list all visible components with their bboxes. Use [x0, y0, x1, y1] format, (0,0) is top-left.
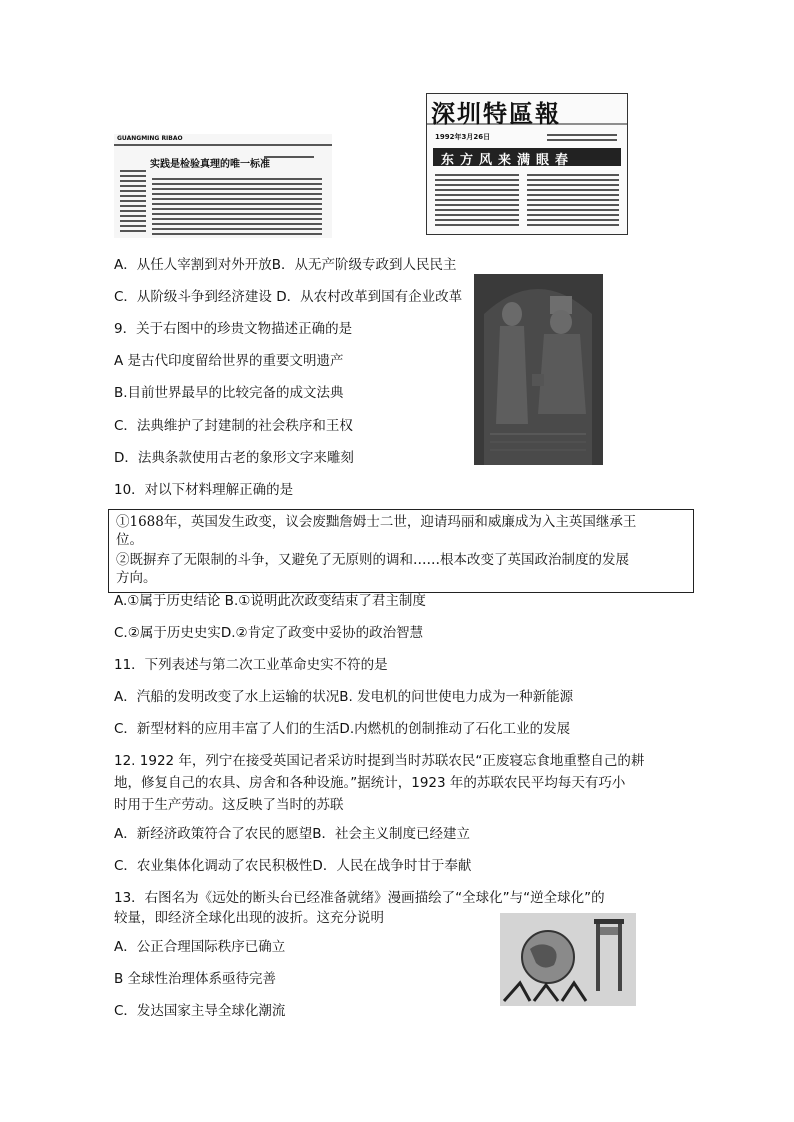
newspaper-graphic — [114, 134, 332, 238]
material-1-line-1: ①1688年，英国发生政变，议会废黜詹姆士二世，迎请玛丽和威廉成为入主英国继承王 — [116, 514, 637, 530]
q9-option-b: B.目前世界最早的比较完备的成文法典 — [114, 385, 344, 401]
q13-option-a: A．公正合理国际秩序已确立 — [114, 939, 286, 955]
q11-options-ab: A．汽船的发明改变了水上运输的状况B. 发电机的问世使电力成为一种新能源 — [114, 689, 574, 705]
q12-options-ab: A．新经济政策符合了农民的愿望B．社会主义制度已经建立 — [114, 826, 470, 842]
newspaper-headline: 东方风来满眼春 — [441, 153, 575, 168]
newspaper-headline: 实践是检验真理的唯一标准 — [150, 159, 270, 170]
q10-stem: 10．对以下材料理解正确的是 — [114, 482, 294, 498]
newspaper-image-guangming — [114, 134, 332, 238]
q11-options-cd: C．新型材料的应用丰富了人们的生活D.内燃机的创制推动了石化工业的发展 — [114, 721, 571, 737]
q9-option-d: D．法典条款使用古老的象形文字来雕刻 — [114, 450, 354, 466]
q10-material-box — [108, 509, 694, 593]
q10-options-ab: A.①属于历史结论 B.①说明此次政变结束了君主制度 — [114, 593, 426, 609]
q12-stem-line-1: 12. 1922 年，列宁在接受英国记者采访时提到当时苏联农民“正废寝忘食地重整自己的耕 — [114, 753, 645, 769]
q8-options-cd: C．从阶级斗争到经济建设 D．从农村改革到国有企业改革 — [114, 289, 463, 305]
q9-option-a: A 是古代印度留给世界的重要文明遗产 — [114, 353, 344, 369]
q13-option-b: B 全球性治理体系亟待完善 — [114, 971, 277, 987]
material-1-line-2: 位。 — [116, 532, 143, 548]
newspaper-date: 1992年3月26日 — [435, 133, 491, 141]
newspaper-masthead: 深圳特區報 — [431, 99, 561, 128]
material-2-line-2: 方向。 — [116, 570, 157, 586]
q8-options-ab: A．从任人宰割到对外开放B．从无产阶级专政到人民民主 — [114, 257, 457, 273]
q12-stem-line-2: 地，修复自己的农具、房舍和各种设施。”据统计，1923 年的苏联农民平均每天有巧小 — [114, 775, 626, 791]
q10-options-cd: C.②属于历史史实D.②肯定了政变中妥协的政治智慧 — [114, 625, 424, 641]
cartoon-graphic — [500, 913, 636, 1006]
q11-stem: 11．下列表述与第二次工业革命史实不符的是 — [114, 657, 388, 673]
q12-stem-line-3: 时用于生产劳动。这反映了当时的苏联 — [114, 797, 344, 813]
q9-stem: 9．关于右图中的珍贵文物描述正确的是 — [114, 321, 353, 337]
q12-options-cd: C．农业集体化调动了农民积极性D．人民在战争时甘于奉献 — [114, 858, 472, 874]
q13-stem-line-1: 13．右图名为《远处的断头台已经准备就绪》漫画描绘了“全球化”与“逆全球化”的 — [114, 890, 605, 906]
material-2-line-1: ②既摒弃了无限制的斗争，又避免了无原则的调和……根本改变了英国政治制度的发展 — [116, 552, 629, 568]
globalization-cartoon-image — [500, 913, 636, 1006]
q13-stem-line-2: 较量，即经济全球化出现的波折。这充分说明 — [114, 910, 384, 926]
newspaper-image-shenzhen — [426, 93, 628, 235]
q9-option-c: C．法典维护了封建制的社会秩序和王权 — [114, 418, 353, 434]
newspaper-masthead: GUANGMING RIBAO — [117, 135, 183, 142]
stele-graphic — [474, 274, 603, 465]
q13-option-c: C．发达国家主导全球化潮流 — [114, 1003, 286, 1019]
hammurabi-stele-image — [474, 274, 603, 465]
